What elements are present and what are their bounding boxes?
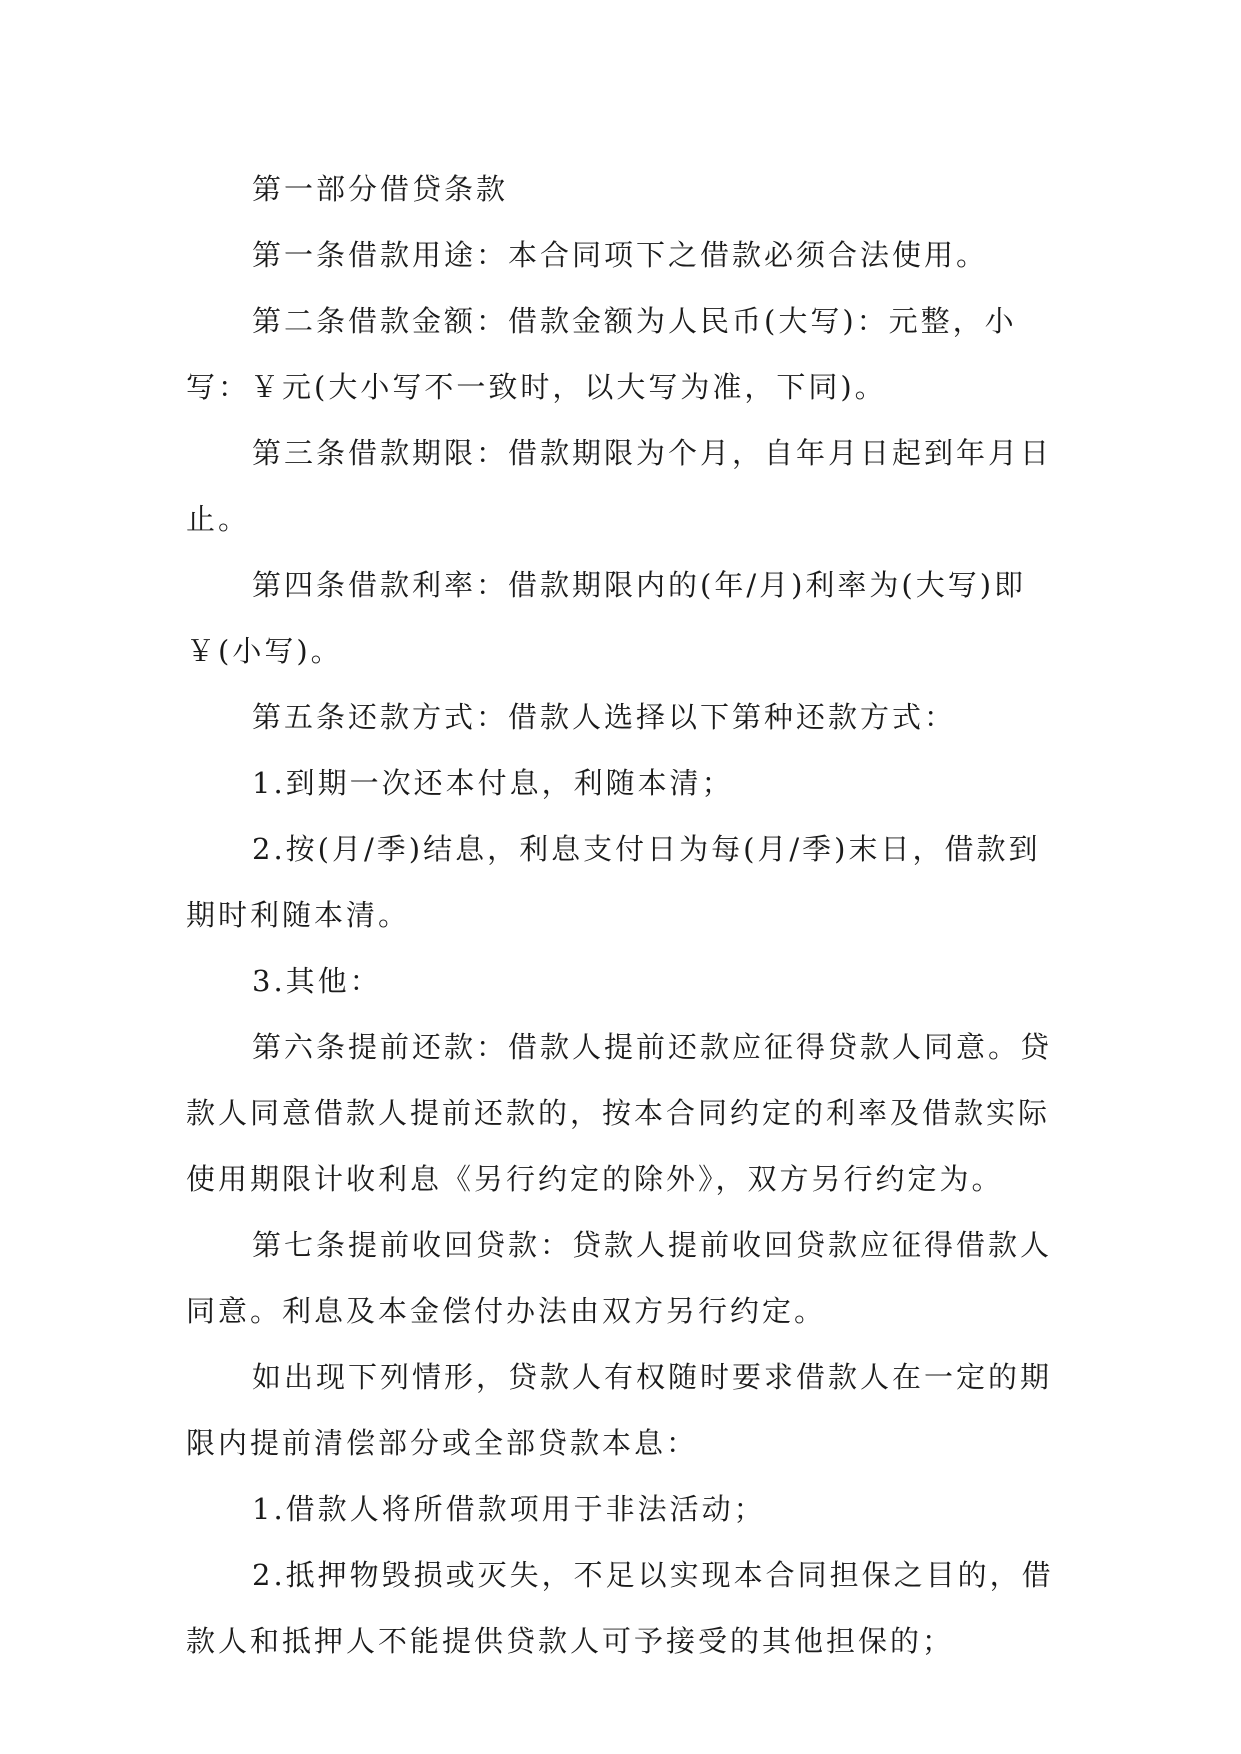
section-heading: 第一部分借贷条款 [252, 172, 509, 206]
recall-conditions-paragraph: 如出现下列情形，贷款人有权随时要求借款人在一定的期限内提前清偿部分或全部贷款本息： [186, 1360, 1053, 1460]
article-1-paragraph: 第一条借款用途：本合同项下之借款必须合法使用。 [252, 238, 989, 272]
repayment-option-1: 1.到期一次还本付息，利随本清； [252, 766, 734, 800]
article-3-paragraph: 第三条借款期限：借款期限为个月，自年月日起到年月日止。 [186, 436, 1053, 536]
article-5-paragraph: 第五条还款方式：借款人选择以下第种还款方式： [252, 700, 957, 734]
document-body [186, 156, 1056, 1674]
article-4-paragraph: 第四条借款利率：借款期限内的(年/月)利率为(大写)即￥(小写)。 [186, 568, 1027, 668]
repayment-option-2: 2.按(月/季)结息，利息支付日为每(月/季)末日，借款到期时利随本清。 [186, 832, 1041, 932]
article-7-paragraph: 第七条提前收回贷款：贷款人提前收回贷款应征得借款人同意。利息及本金偿付办法由双方另行约定。 [186, 1228, 1053, 1328]
repayment-option-3: 3.其他： [252, 964, 382, 998]
article-6-paragraph: 第六条提前还款：借款人提前还款应征得贷款人同意。贷款人同意借款人提前还款的，按本合同约定的利率及借款实际使用期限计收利息《另行约定的除外》，双方另行约定为。 [186, 1030, 1053, 1196]
recall-condition-1: 1.借款人将所借款项用于非法活动； [252, 1492, 766, 1526]
recall-condition-2: 2.抵押物毁损或灭失，不足以实现本合同担保之目的，借款人和抵押人不能提供贷款人可予接受的其他担保的； [186, 1558, 1054, 1658]
article-2-paragraph: 第二条借款金额：借款金额为人民币(大写)：元整，小写：￥元(大小写不一致时，以大写为准，下同)。 [186, 304, 1017, 404]
